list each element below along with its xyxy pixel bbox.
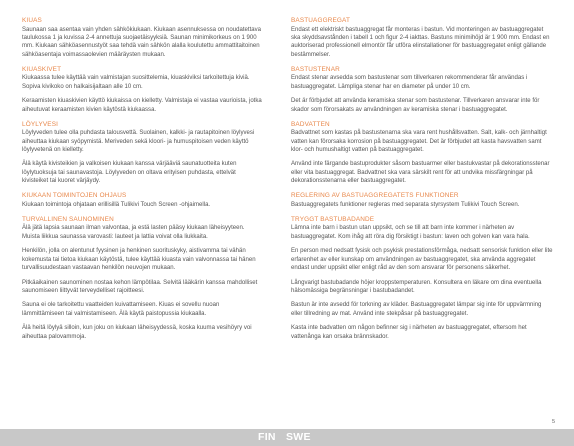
section-heading: BASTUAGGREGAT (291, 17, 350, 24)
section (22, 121, 262, 186)
body-paragraph: Henkilön, jolla on alentunut fyysinen ja henkinen suorituskyky, aistivamma tai vähän kokemusta tai tietoa kiukaan käytöstä, tulee käyttää kiuasta vain valvonnassa tai hänen turvallisuudestaan vastaavan henkilön neuvojen mukaan. (22, 248, 256, 272)
body-paragraph: En person med nedsatt fysisk och psykisk prestationsförmåga, nedsatt sensorisk funktion eller lite erfarenhet av eller kunskap om användningen av bastuaggregatet, ska använda aggregatet endast under uppsikt eller enligt råd av den som ansvarar för personens säkerhet. (291, 248, 553, 272)
language-label-fin: FIN (258, 431, 276, 443)
body-paragraph: Det är förbjudet att använda keramiska stenar som bastustenar. Tillverkaren ansvarar inte för skador som förorsakats av användningen av keramiska stenar i bastuaggregatet. (291, 98, 540, 113)
body-paragraph: Älä käytä kivisteikien ja valkoisen kiukaan kanssa värjääviä saunatuotteita kuten löylytuoksuja tai saunavastoja. Löylyveden on oltava erityisen puhdasta, ettelvät kivisteiket tai kuoret värjäydy. (22, 161, 237, 185)
section (291, 192, 553, 209)
body-paragraph: Kiukaan toimintoja ohjataan erillisillä Tulikivi Touch Screen -ohjaimella. (22, 201, 211, 208)
body-paragraph: Använd inte färgande bastuprodukter såsom bastuarmer eller bastukvastar på dekorationsstenar eller vita bastuaggregat. Badvattnet ska vara särskilt rent för att undvika missfärgningar på dekorationsstenarna eller bastuaggregatet. (291, 161, 550, 185)
section-heading: REGLERING AV BASTUAGGREGATETS FUNKTIONER (291, 192, 459, 200)
body-paragraph: Pitkäaikainen saunominen nostaa kehon lämpötilaa. Selvitä lääkärin kanssa mahdolliset saunomiseen liittyvät terveydelliset rajoitteesi. (22, 279, 258, 295)
body-paragraph: Badvattnet som kastas på bastustenarna ska vara rent hushållsvatten. Salt, kalk- och järnhaltigt vatten kan förorsaka korrosion på bastuaggregatet. Det är förbjudet att kasta havsvatten samt klor- och humushaltigt vatten på bastuaggregatet. (291, 130, 547, 154)
section-heading: TRYGGT BASTUBADANDE (291, 215, 375, 223)
body-paragraph: Älä jätä lapsia saunaan ilman valvontaa, ja estä lasten pääsy kiukaan läheisyyteen. Muista liikkua saunassa varovasti: lauteet ja lattia voivat olla liukkaita. (22, 225, 245, 240)
body-paragraph: Bastun är inte avsedd för torkning av kläder. Bastuaggregatet lämpar sig inte för uppvärmning eller tillredning av mat. Använd inte stekpåsar på bastuaggregatet. (291, 302, 542, 317)
section-heading: LÖYLYVESI (22, 120, 59, 128)
section (291, 121, 553, 186)
section-heading: BADVATTEN (291, 120, 330, 128)
page-number: 5 (551, 419, 555, 425)
section (291, 216, 553, 341)
section-heading: KIUKAAN TOIMINTOJEN OHJAUS (22, 192, 127, 200)
body-paragraph: Långvarigt bastubadande höjer kroppstemperaturen. Konsultera en läkare om dina eventuella hälsomässiga begränsningar i bastubadandet. (291, 279, 542, 295)
swedish-column (291, 17, 553, 348)
body-paragraph: Bastuaggregatets funktioner regleras med separata styrsystem Tulikivi Touch Screen. (291, 201, 520, 208)
body-paragraph: Löylyveden tulee olla puhdasta talousvettä. Suolainen, kalkki- ja rautapitoinen löylyvesi aiheuttaa kiukaan syöpymistä. Meriveden sekä kloori- ja humuspitoisen veden käyttö löylyvetenä on kielletty. (22, 130, 255, 154)
body-paragraph: Älä heitä löylyä silloin, kun joku on kiukaan läheisyydessä, koska kuuma vesihöyry voi aiheuttaa palovammoja. (22, 325, 252, 340)
body-paragraph: Lämna inte barn i bastun utan uppsikt, och se till att barn inte kommer i närheten av bastuaggregatet. Kom ihåg att röra dig försiktigt i bastun: laven och golven kan vara hala. (291, 225, 530, 240)
body-paragraph: Saunaan saa asentaa vain yhden sähkökiukaan. Kiukaan asennuksessa on noudatettava taulukossa 1 ja kuvissa 2-4 annettuja suojaetäisyyksiä. Saunan minimikorkeus on 1 900 mm. Kiukaan sähköasennustyöt saa tehdä vain sähkön alalla koulutettu ammattitaitoinen sähköasentaja voimassaolevien määräysten mukaan. (22, 26, 262, 58)
section (291, 66, 553, 114)
body-paragraph: Keraamisten kiuaskivien käyttö kiukaissa on kielletty. Valmistaja ei vastaa vaurioista, jotka aiheutuvat keraamisten kivien käytöstä kiukaassa. (22, 98, 262, 113)
section-heading: TURVALLINEN SAUNOMINEN (22, 215, 114, 223)
body-paragraph: Endast ett elektriskt bastuaggregat får monteras i bastun. Vid monteringen av bastuaggregatet ska skyddsavstånden i tabell 1 och figur 2-4 iakttas. Bastuns minimihöjd är 1 900 mm. Endast en auktoriserad professionell elmontör får utföra elinstallationer för bastuaggregatet enligt gällande bestämmelser. (291, 26, 550, 58)
body-paragraph: Kasta inte badvatten om någon befinner sig i närheten av bastuaggregatet, eftersom het vattenånga kan orsaka brännskador. (291, 325, 527, 340)
body-paragraph: Endast stenar avsedda som bastustenar som tillverkaren rekommenderar får användas i bastuaggregatet. Lämpliga stenar har en diameter på under 10 cm. (291, 75, 528, 90)
finnish-column (22, 17, 262, 348)
section (22, 66, 262, 114)
section-heading: KIUAS (22, 17, 42, 24)
body-paragraph: Sauna ei ole tarkoitettu vaatteiden kuivattamiseen. Kiuas ei sovellu nuoan lämmittämiseen tai valmistamiseen. Älä käytä paistopussia kiukaalla. (22, 302, 220, 317)
section-heading: BASTUSTENAR (291, 65, 340, 73)
section (22, 17, 262, 59)
language-label-swe: SWE (286, 431, 311, 443)
section (291, 17, 553, 59)
body-paragraph: Kiukaassa tulee käyttää vain valmistajan suosittelemia, kiuaskiviksi tarkoitettuja kiviä. Sopiva kivikoko on halkaisijaltaan alle 10 cm. (22, 75, 250, 90)
section (22, 216, 262, 341)
section (22, 192, 262, 209)
section-heading: KIUASKIVET (22, 65, 62, 73)
footer-band (0, 429, 574, 446)
